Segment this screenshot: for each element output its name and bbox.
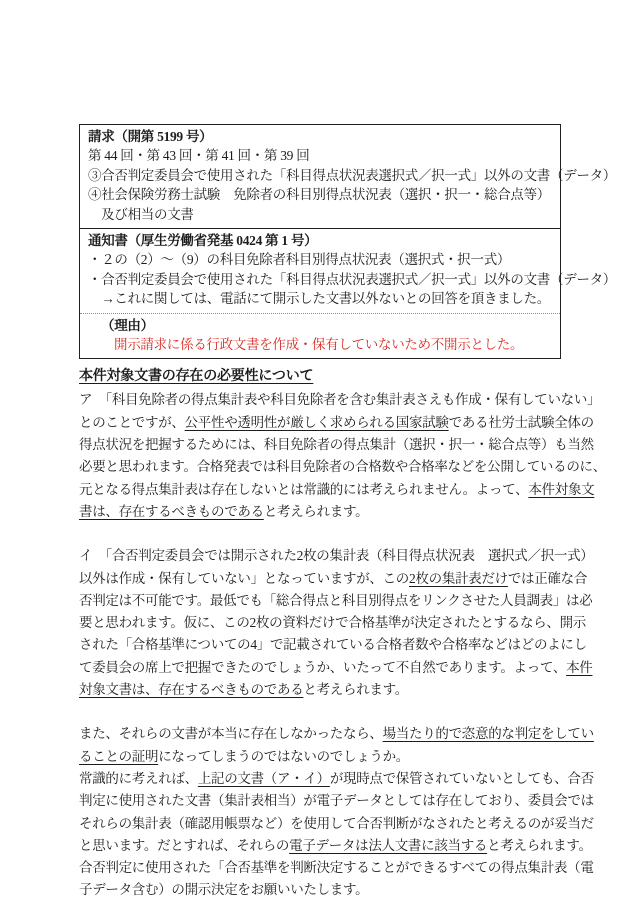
- text-run: 元となる得点集計表は存在しないとは常識的には考えられません。よって、: [79, 481, 529, 497]
- text-run: 合否判定に使用された「合否基準を判断決定することができるすべての得点集計表（電: [79, 860, 594, 876]
- text-line: [79, 813, 594, 835]
- paragraph: [79, 723, 594, 768]
- text-run: 上記の文書（ア・イ）: [197, 770, 330, 786]
- document-page: [79, 124, 616, 902]
- reason-section: [80, 313, 560, 359]
- text-line: [88, 289, 552, 308]
- text-line: [79, 412, 594, 434]
- text-run: 得点状況を把握するためには、科目免除者の得点集計（選択・択一・総合点等）も当然: [79, 437, 594, 453]
- text-run: 第 44 回・第 43 回・第 41 回・第 39 回: [88, 148, 310, 164]
- text-line: [79, 723, 594, 745]
- text-run: 子データ含む）の開示決定をお願いいたします。: [79, 882, 369, 898]
- reason-label: （理由）: [101, 317, 154, 333]
- text-run: 本件対象文: [528, 481, 595, 497]
- text-run: 否判定は不可能です。最低でも「総合得点と科目別得点をリンクさせた人員調表」は必: [79, 592, 593, 608]
- request-title: 請求（開第 5199 号）: [88, 129, 213, 144]
- text-line: [79, 768, 594, 790]
- text-run: 対象文書は、存在するべきものである: [79, 682, 304, 698]
- text-line: [79, 479, 595, 501]
- request-notice-box: [79, 124, 616, 359]
- text-run: 以外は作成・保有していない」となっていますが、この: [79, 570, 409, 586]
- text-line: [79, 746, 561, 768]
- text-line: [79, 679, 561, 701]
- text-line: [79, 857, 594, 879]
- text-line: [79, 634, 587, 656]
- reason-text: 開示請求に係る行政文書を作成・保有していないため不開示とした。: [114, 337, 524, 353]
- text-run: 本件: [566, 659, 593, 675]
- text-run: が現時点で保管されていないとしても、合否: [329, 770, 594, 786]
- text-run: である社労士試験全体の: [448, 414, 594, 430]
- text-run: 判定に使用された文書（集計表相当）が電子データとしては存在しており、委員会では: [79, 793, 594, 809]
- text-run: イ 「合否判定委員会では開示された2枚の集計表（科目得点状況表 選択式／択一式）: [79, 548, 594, 564]
- text-run: ④社会保険労務士試験 免除者の科目別得点状況表（選択・択一・総合点等）: [88, 187, 550, 203]
- text-run: された「合格基準についての4」で記載されている合格者数や合格率などはどのよにし: [79, 637, 587, 653]
- text-run: ることの証明: [79, 748, 159, 764]
- text-run: 要と思われます。仮に、この2枚の資料だけで合格基準が決定されたとするなら、開示: [79, 615, 586, 631]
- text-run: と考えられます。: [487, 837, 592, 853]
- notice-title: 通知書（厚生労働省発基 0424 第 1 号）: [88, 233, 318, 249]
- text-line: [79, 545, 594, 567]
- paragraph: [79, 389, 606, 523]
- text-line: [88, 250, 552, 269]
- text-line: [79, 434, 594, 456]
- notice-section: [80, 228, 616, 313]
- text-run: また、それらの文書が本当に存在しなかったなら、: [79, 726, 383, 742]
- request-lines: [88, 146, 616, 224]
- text-line: [79, 879, 561, 901]
- text-run: 及び相当の文書: [88, 206, 194, 222]
- text-line: [79, 612, 586, 634]
- text-line: [88, 205, 552, 224]
- text-run: では正確な合: [507, 570, 588, 586]
- text-line: [88, 270, 616, 289]
- text-line: [79, 657, 593, 679]
- text-run: 場当たり的で恣意的な判定をしてい: [382, 726, 594, 742]
- text-line: [79, 790, 594, 812]
- text-line: [79, 590, 593, 612]
- text-run: それらの集計表（確認用帳票など）を使用して合否判断がなされたと考えるのが妥当だ: [79, 815, 594, 831]
- text-run: ・２の（2）～（9）の科目免除者科目別得点状況表（選択式・択一式）: [88, 252, 511, 268]
- text-run: →これに関しては、電話にて開示した文書以外ないとの回答を頂きました。: [88, 291, 550, 307]
- text-line: [88, 166, 616, 185]
- text-run: 電子データは法人文書に該当する: [289, 837, 488, 853]
- text-run: 書は、存在するべきものである: [79, 503, 264, 519]
- body-heading: 本件対象文書の存在の必要性について: [79, 369, 314, 385]
- text-run: とのことですが、: [79, 414, 185, 430]
- text-line: [79, 456, 606, 478]
- text-run: と考えられます。: [303, 682, 408, 698]
- text-run: ・合否判定委員会で使用された「科目得点状況表選択式／択一式」以外の文書（データ）: [88, 271, 616, 287]
- text-run: 2枚の集計表だけ: [409, 570, 508, 586]
- text-run: 公平性や透明性が厳しく求められる国家試験: [184, 414, 449, 430]
- text-line: [79, 835, 592, 857]
- text-line: [79, 568, 588, 590]
- text-line: [88, 185, 552, 204]
- paragraph: [79, 545, 594, 701]
- text-run: ③合否判定委員会で使用された「科目得点状況表選択式／択一式」以外の文書（データ）: [88, 167, 616, 183]
- notice-lines: [88, 250, 616, 308]
- text-line: [79, 501, 561, 523]
- request-section: [80, 125, 616, 228]
- body-paragraphs: [79, 389, 606, 901]
- paragraph: [79, 768, 594, 902]
- text-run: ア 「科目免除者の得点集計表や科目免除者を含む集計表さえも作成・保有していない」: [79, 392, 601, 408]
- text-line: [79, 389, 601, 411]
- text-run: 常識的に考えれば、: [79, 770, 198, 786]
- text-run: と考えられます。: [263, 503, 369, 519]
- text-run: になってしまうのではないのでしょうか。: [158, 748, 410, 764]
- text-run: て委員会の席上で把握できたのでしょうか、いたって不自然であります。よって、: [79, 659, 567, 675]
- text-line: [88, 146, 552, 165]
- text-run: 必要と思われます。合格発表では科目免除者の合格数や合格率などを公開しているのに、: [79, 459, 606, 475]
- text-run: と思います。だとすれば、それらの: [79, 837, 290, 853]
